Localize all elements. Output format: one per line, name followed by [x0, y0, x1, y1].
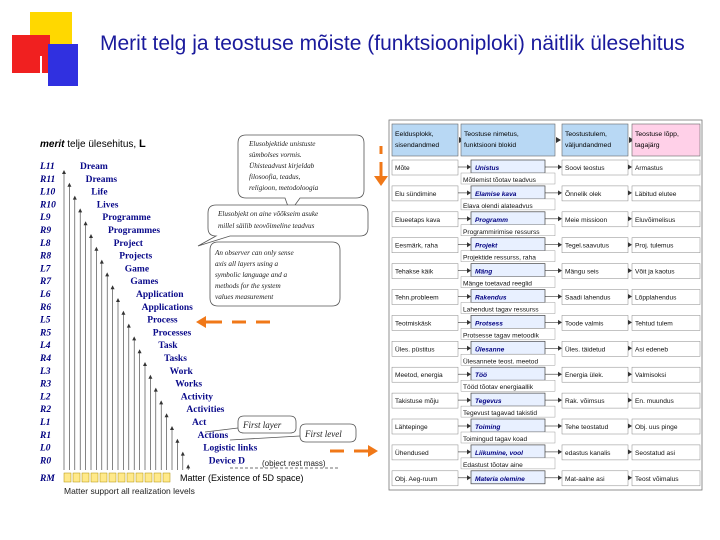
- output-cell: Soovi teostus: [565, 165, 605, 172]
- input-cell: Mõte: [395, 165, 410, 172]
- base-box: [82, 473, 89, 482]
- output-cell: Meie missioon: [565, 216, 608, 224]
- level-name: Dreams: [85, 174, 118, 185]
- input-cell: Eesmärk, raha: [395, 242, 438, 250]
- table-header-line: Teostuse lõpp,: [635, 131, 679, 138]
- header-arrow: [556, 137, 561, 143]
- base-boxes: [64, 473, 170, 482]
- level-name: Act: [192, 418, 207, 428]
- level-name: Works: [175, 379, 203, 390]
- output-cell: Toode valmis: [565, 320, 604, 328]
- level-arrow-head: [100, 260, 104, 264]
- output-cell: Saadi lahendus: [565, 294, 611, 302]
- resource-cell: Projektide ressurss, raha: [463, 254, 536, 262]
- level-arrow-head: [105, 272, 109, 276]
- bubble3-line4: values measurement: [215, 293, 274, 301]
- function-cell: Programm: [475, 216, 508, 224]
- row-arrow-head: [558, 449, 562, 454]
- level-code: L0: [40, 443, 51, 454]
- level-name: Game: [124, 264, 150, 275]
- bubble1-line4: religioon, metodoloogia: [249, 184, 319, 192]
- input-cell: Tehn.probleem: [395, 294, 439, 302]
- table-header-cell: [632, 124, 700, 156]
- level-arrow-head: [148, 375, 152, 379]
- level-name: Programmes: [108, 226, 161, 236]
- base-box: [163, 473, 170, 482]
- level-code: L11: [40, 162, 55, 172]
- level-code: R10: [40, 200, 56, 211]
- level-name: Applications: [141, 302, 193, 313]
- row-arrow-head: [628, 449, 632, 454]
- row-arrow-head: [628, 398, 632, 403]
- bubble1-line2: Ühisteadvust kirjeldab: [249, 162, 315, 170]
- resource-cell: Lahendust tagav ressurss: [463, 306, 539, 314]
- row-arrow-head: [558, 372, 562, 377]
- row-arrow-head: [558, 424, 562, 429]
- function-cell: Protsess: [475, 320, 503, 328]
- resource-cell: Mänge toetavad reeglid: [463, 280, 532, 288]
- level-code: L2: [40, 392, 51, 403]
- row-arrow-head: [467, 294, 471, 299]
- row-arrow-head: [628, 216, 632, 221]
- base-box: [73, 473, 80, 482]
- resource-cell: Toimingud tagav koad: [463, 436, 528, 443]
- input-cell: Obj. Aeg-ruum: [395, 475, 438, 483]
- level-arrow-head: [159, 400, 163, 404]
- row-arrow-head: [558, 398, 562, 403]
- level-code: R7: [40, 277, 52, 288]
- function-cell: Toiming: [475, 424, 501, 431]
- row-arrow-head: [558, 216, 562, 221]
- result-cell: Armastus: [635, 165, 663, 172]
- resource-cell: Tegevust tagavad takistid: [463, 410, 538, 418]
- level-arrow-head: [111, 285, 115, 289]
- level-arrow-head: [89, 234, 93, 238]
- level-arrow-head: [175, 439, 179, 443]
- level-arrow-head: [78, 208, 82, 212]
- row-arrow-head: [628, 346, 632, 351]
- level-arrow-head: [121, 311, 125, 315]
- output-cell: Rak. võimsus: [565, 398, 605, 406]
- output-cell: Õnnelik olek: [565, 190, 602, 198]
- level-code: R6: [40, 302, 52, 313]
- bubble-living-object: [198, 205, 368, 246]
- table-header-cell: [461, 124, 555, 156]
- row-arrow-head: [628, 372, 632, 377]
- resource-cell: Edastust tõotav aine: [463, 461, 523, 469]
- base-box: [136, 473, 143, 482]
- table-header-line: tagajärg: [635, 142, 660, 149]
- level-code: L5: [40, 315, 51, 326]
- result-cell: Tehtud tulem: [635, 320, 673, 328]
- level-name: Projects: [119, 251, 153, 262]
- row-arrow-head: [467, 346, 471, 351]
- bubble-observer: [210, 242, 340, 306]
- resource-cell: Programmirimise ressurss: [463, 228, 540, 236]
- row-arrow-head: [558, 294, 562, 299]
- level-arrow-head: [181, 452, 185, 456]
- level-code: R3: [40, 379, 52, 390]
- level-name: Programme: [102, 213, 151, 224]
- level-name: Life: [91, 187, 108, 198]
- level-arrow-head: [67, 183, 71, 187]
- function-cell: Materia olemine: [475, 475, 525, 483]
- bubble-philosophy: [238, 135, 364, 212]
- level-name: Processes: [152, 328, 192, 339]
- level-name: Lives: [96, 200, 119, 211]
- bubble3-line0: An observer can only sense: [215, 249, 294, 257]
- result-cell: Läbitud elutee: [635, 190, 677, 198]
- level-code: R9: [40, 226, 52, 236]
- matter-support-text: Matter support all realization levels: [64, 486, 195, 496]
- input-cell: Takistuse mõju: [395, 398, 439, 406]
- level-arrow-head: [154, 388, 158, 392]
- function-cell: Liikumine, vool: [475, 449, 523, 457]
- level-code: L6: [40, 290, 51, 300]
- table-header-line: väljundandmed: [565, 142, 612, 149]
- row-arrow-head: [558, 475, 562, 480]
- function-cell: Rakendus: [475, 294, 507, 302]
- table-header-line: Teostustulem,: [565, 131, 607, 138]
- level-name: Device D: [208, 456, 245, 467]
- output-cell: Tegel.saavutus: [565, 242, 609, 250]
- level-code: L3: [40, 366, 51, 377]
- bubble2-line0: Elusobjekt on aine võõkseim asuke: [218, 210, 319, 218]
- level-code: R1: [40, 430, 52, 441]
- output-cell: Üles. täidetud: [565, 346, 606, 354]
- function-cell: Töö: [475, 372, 488, 380]
- bubble3-line3: methods for the system: [215, 282, 281, 290]
- input-cell: Elu sündimine: [395, 190, 437, 198]
- output-cell: Energia ülek.: [565, 372, 604, 380]
- result-cell: Seostatud asi: [635, 449, 675, 457]
- level-code: L7: [40, 264, 51, 275]
- base-box: [118, 473, 125, 482]
- output-cell: Mat-aalne asi: [565, 475, 605, 483]
- row-arrow-head: [558, 165, 562, 170]
- level-code: R8: [40, 251, 52, 262]
- level-code: R2: [40, 405, 52, 416]
- table-header-line: sisendandmed: [395, 142, 440, 149]
- level-name: Actions: [197, 430, 229, 441]
- function-cell: Unistus: [475, 165, 500, 172]
- level-name: Process: [147, 315, 178, 326]
- level-arrow-head: [94, 247, 98, 251]
- input-cell: Lähtepinge: [395, 424, 428, 431]
- row-arrow-head: [467, 242, 471, 247]
- row-arrow-head: [558, 346, 562, 351]
- input-cell: Tehakse käik: [395, 268, 434, 276]
- level-code-rm: RM: [40, 474, 55, 484]
- level-name: Application: [136, 290, 184, 300]
- level-name: Games: [130, 277, 159, 288]
- result-cell: En. muundus: [635, 398, 674, 406]
- level-name: Activity: [180, 392, 213, 403]
- first-level-label: First level: [305, 429, 342, 439]
- bubble1-line0: Elusobjektide unistuste: [249, 140, 316, 148]
- base-box: [127, 473, 134, 482]
- level-arrow-head: [132, 336, 136, 340]
- orange-arrow-down: [374, 146, 388, 186]
- level-code: R5: [40, 328, 52, 339]
- orange-arrow-left: [196, 316, 270, 328]
- row-arrow-head: [467, 320, 471, 325]
- table-header-line: funktsiooni blokid: [464, 142, 517, 149]
- result-cell: Valmisoksi: [635, 372, 667, 380]
- row-arrow-head: [467, 424, 471, 429]
- input-cell: Teotmiskäsk: [395, 320, 432, 328]
- base-box: [91, 473, 98, 482]
- level-arrow-head: [62, 170, 66, 174]
- level-code: L4: [40, 341, 51, 352]
- level-name: Task: [158, 341, 178, 352]
- level-code: L9: [40, 213, 51, 224]
- function-cell: Ülesanne: [475, 346, 505, 354]
- first-layer-callout: [205, 416, 296, 433]
- function-cell: Tegevus: [475, 398, 502, 406]
- level-code: L8: [40, 238, 51, 249]
- row-arrow-head: [558, 268, 562, 273]
- resource-cell: Protsesse tagav metoodik: [463, 332, 539, 340]
- input-cell: Meetod, energia: [395, 372, 443, 380]
- row-arrow-head: [467, 449, 471, 454]
- row-arrow-head: [628, 268, 632, 273]
- title-part1: Merit telg: [100, 32, 187, 55]
- level-code: L10: [40, 187, 56, 198]
- bubble2-line1: millel säilib teovõimeline teadvus: [218, 222, 315, 230]
- level-name: Activities: [186, 405, 225, 416]
- base-box: [109, 473, 116, 482]
- input-cell: Elueetaps kava: [395, 216, 441, 224]
- row-arrow-head: [558, 320, 562, 325]
- level-code: R4: [40, 354, 52, 364]
- row-arrow-head: [467, 216, 471, 221]
- result-cell: Asi edeneb: [635, 346, 668, 354]
- row-arrow-head: [467, 398, 471, 403]
- level-arrow-head: [143, 362, 147, 366]
- level-arrow-head: [165, 413, 169, 417]
- level-arrow-head: [73, 196, 77, 200]
- output-cell: Tehe teostatud: [565, 424, 609, 431]
- table-header-cell: [562, 124, 628, 156]
- level-arrow-head: [138, 349, 142, 353]
- table-header-cell: [392, 124, 458, 156]
- level-arrow-head: [116, 298, 120, 302]
- function-block-table: [389, 120, 702, 490]
- level-name: Dream: [80, 162, 108, 172]
- row-arrow-head: [467, 372, 471, 377]
- result-cell: Obj. uus pinge: [635, 424, 678, 431]
- input-cell: Üles. püstitus: [395, 346, 435, 354]
- level-name: Work: [169, 366, 193, 377]
- level-name: Project: [113, 238, 143, 249]
- row-arrow-head: [467, 268, 471, 273]
- base-box: [64, 473, 71, 482]
- level-code: R0: [40, 456, 52, 467]
- title-part2: ja teostuse mõiste (funktsiooniploki) näitlik ülesehitus: [186, 32, 685, 55]
- bubble1-line3: filosoofia, teadus,: [249, 173, 301, 181]
- output-cell: edastus kanalis: [565, 449, 611, 457]
- row-arrow-head: [628, 165, 632, 170]
- result-cell: Lõpplahendus: [635, 294, 677, 302]
- base-box: [154, 473, 161, 482]
- level-code: L1: [40, 418, 51, 428]
- resource-cell: Elava olendi alateadvus: [463, 202, 533, 210]
- row-arrow-head: [628, 320, 632, 325]
- input-cell: Ühendused: [395, 449, 429, 457]
- first-layer-label: First layer: [243, 420, 282, 430]
- resource-cell: Ülesannete teost. meetod: [463, 358, 539, 366]
- base-box: [100, 473, 107, 482]
- level-arrow-head: [84, 221, 88, 225]
- row-arrow-head: [628, 475, 632, 480]
- output-cell: Mängu seis: [565, 268, 599, 276]
- row-arrow-head: [628, 294, 632, 299]
- level-name: Logistic links: [203, 443, 258, 454]
- row-arrow-head: [628, 190, 632, 195]
- result-cell: Proj. tulemus: [635, 242, 674, 250]
- bubble3-line2: symbolic language and a: [215, 271, 288, 279]
- row-arrow-head: [558, 190, 562, 195]
- orange-arrow-right: [330, 445, 378, 457]
- matter-text: Matter (Existence of 5D space): [180, 473, 304, 483]
- result-cell: Võit ja kaotus: [635, 268, 675, 276]
- base-box: [145, 473, 152, 482]
- level-arrow-head: [170, 426, 174, 430]
- object-rest-mass: (object rest mass): [262, 459, 326, 468]
- level-arrow-head: [186, 464, 190, 468]
- row-arrow-head: [558, 242, 562, 247]
- row-arrow-head: [628, 424, 632, 429]
- result-cell: Teost võimalus: [635, 475, 679, 483]
- resource-cell: Mõtlemist tõotav teadvus: [463, 177, 536, 184]
- row-arrow-head: [467, 475, 471, 480]
- row-arrow-head: [467, 165, 471, 170]
- bubble1-line1: sümbolses vormis.: [249, 151, 302, 159]
- table-header-line: Teostuse nimetus,: [464, 131, 519, 138]
- function-cell: Elamise kava: [475, 190, 517, 198]
- level-name: Tasks: [164, 354, 187, 364]
- resource-cell: Tööd tõotav energiaallik: [463, 384, 534, 392]
- bubble3-line1: axis all layers using a: [215, 260, 279, 268]
- result-cell: Eluvõimelisus: [635, 216, 676, 224]
- level-arrow-head: [127, 324, 131, 328]
- axis-label: merit telje ülesehitus, L: [40, 138, 146, 150]
- function-cell: Projekt: [475, 242, 498, 250]
- row-arrow-head: [628, 242, 632, 247]
- level-code: R11: [40, 174, 56, 185]
- row-arrow-head: [467, 190, 471, 195]
- function-cell: Mäng: [475, 268, 493, 276]
- table-header-line: Eeldusplokk,: [395, 131, 434, 138]
